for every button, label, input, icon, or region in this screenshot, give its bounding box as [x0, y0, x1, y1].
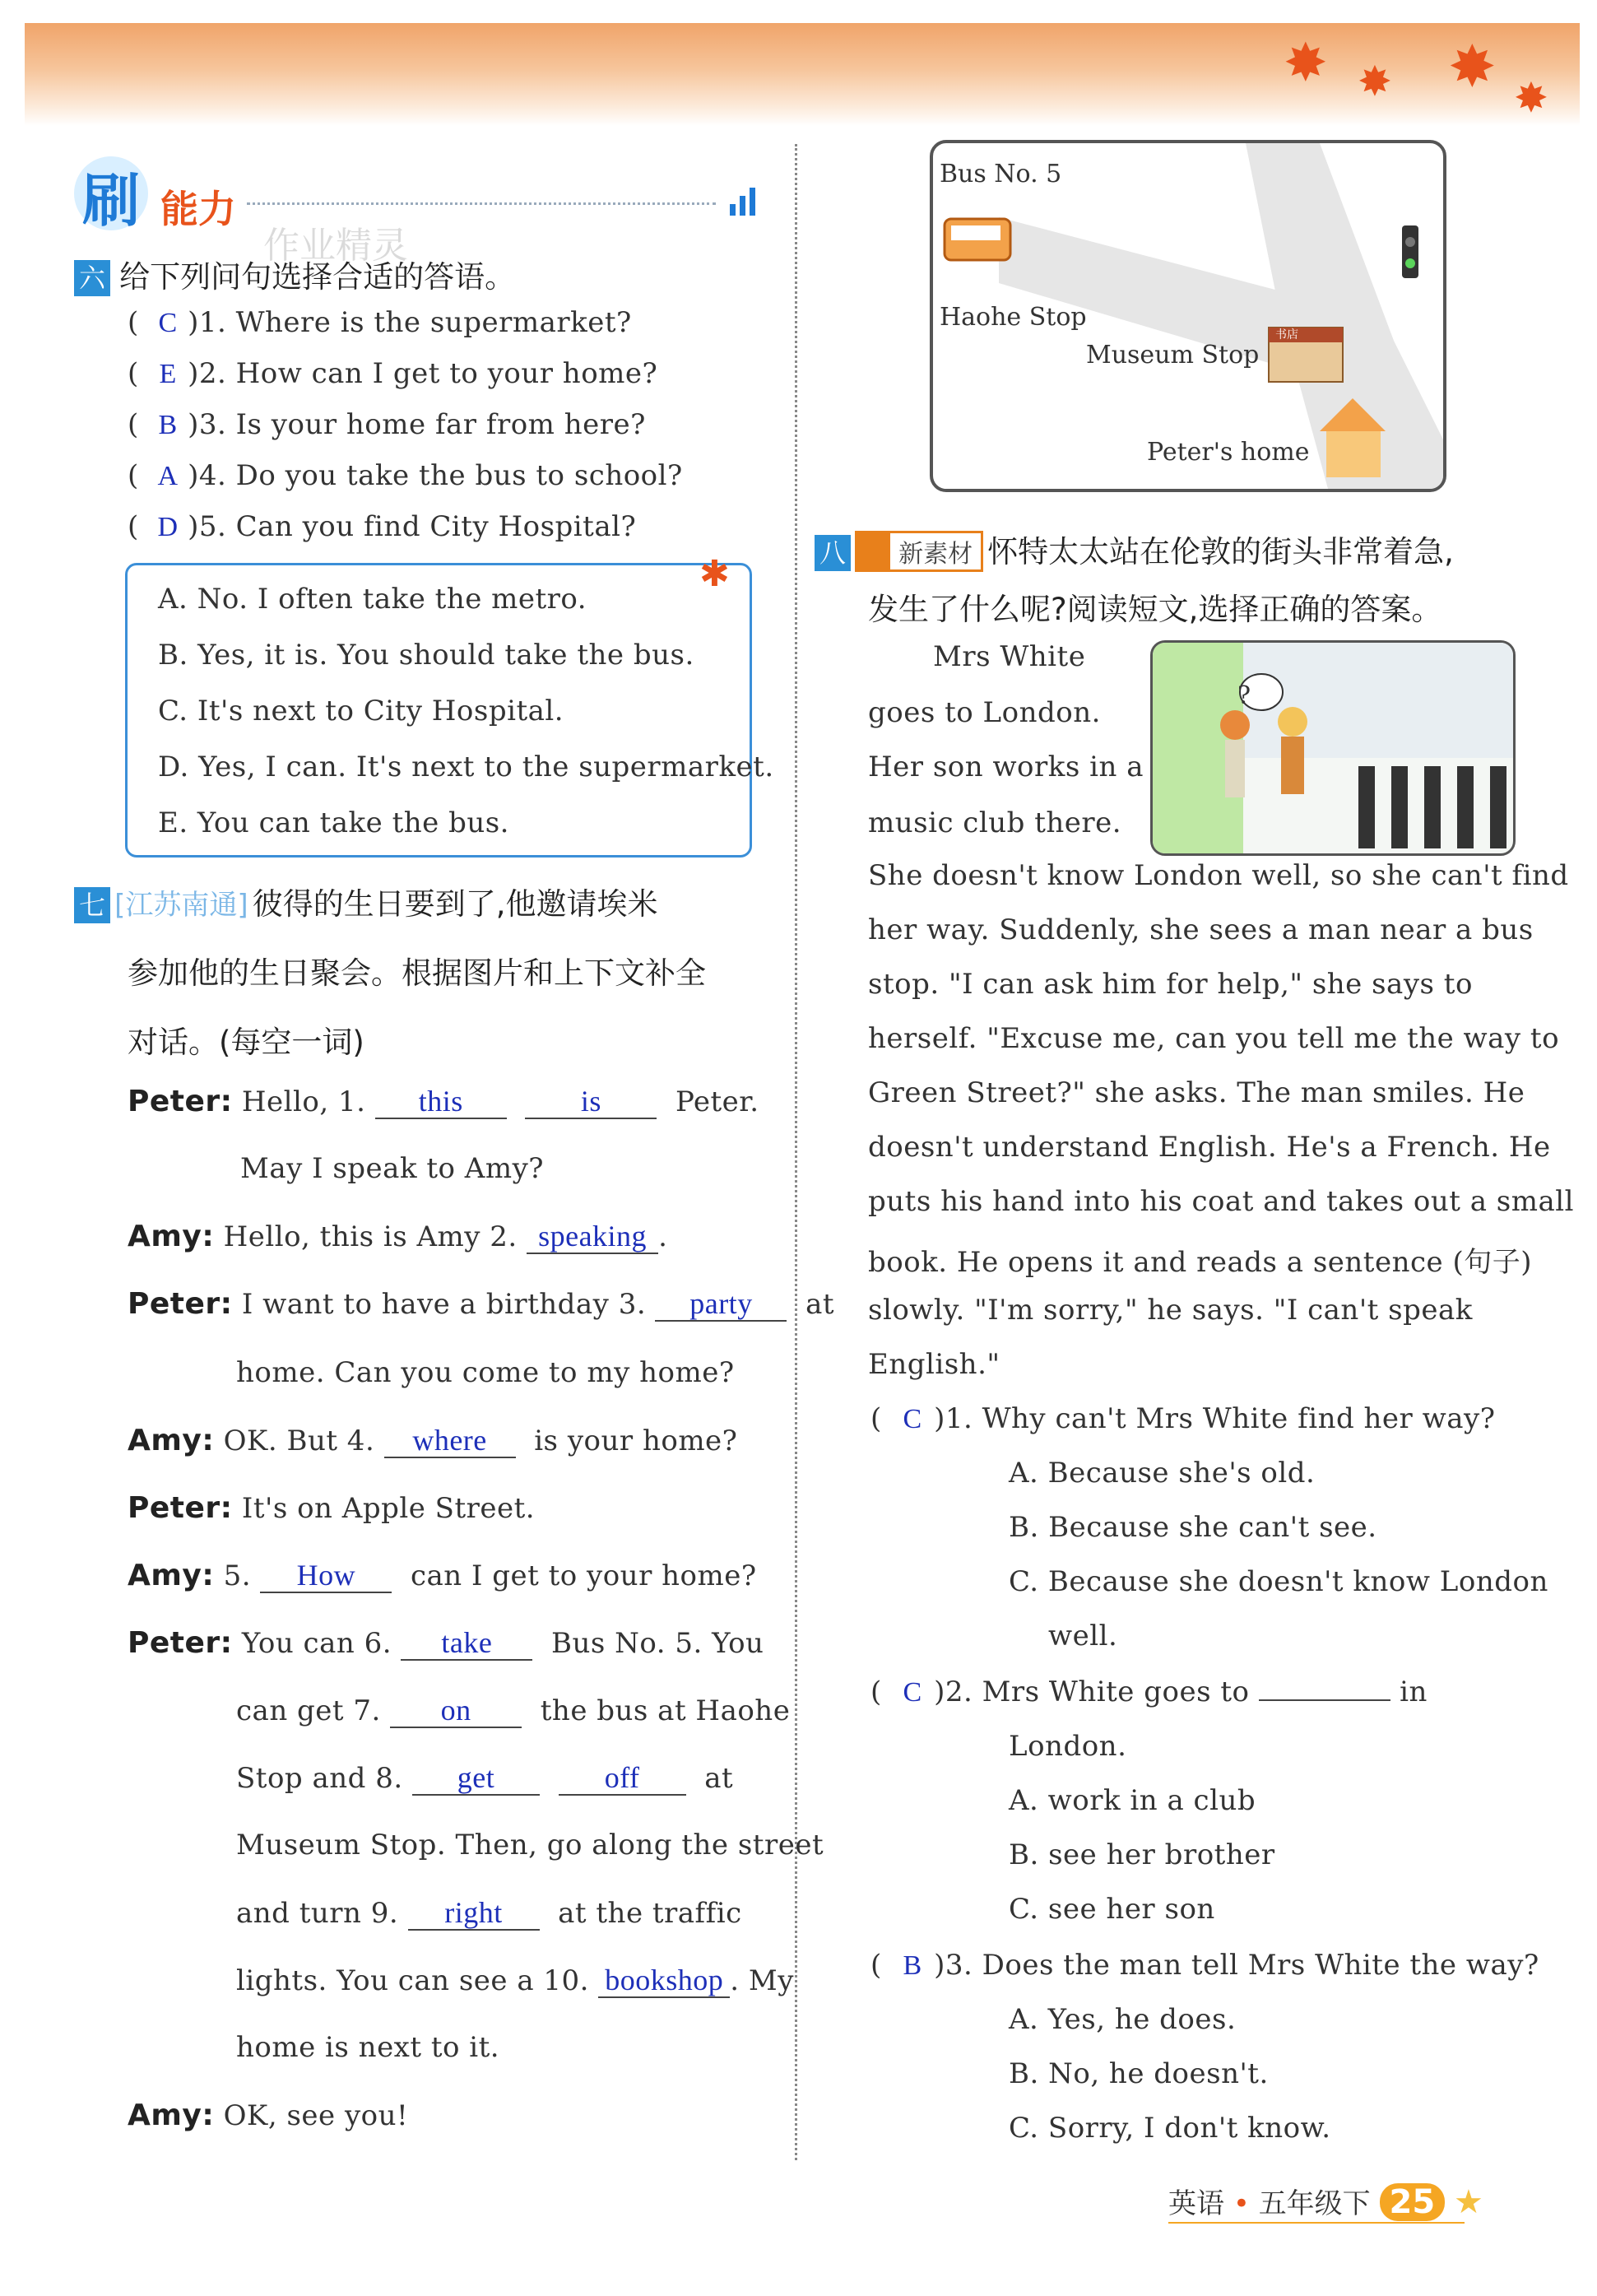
dialog-line-6 — [128, 1424, 737, 1458]
dialog-text: OK. But 4. — [223, 1425, 375, 1457]
option-e: E. You can take the bus. — [158, 806, 509, 839]
dialog-line-4 — [128, 1287, 834, 1322]
question-q8-3: )3. Does the man tell Mrs White the way? — [934, 1949, 1539, 1982]
shop-sign: 书店 — [1275, 328, 1298, 342]
option-d: D. Yes, I can. It's next to the supermarket. — [158, 751, 774, 783]
question-3: )3. Is your home far from here? — [188, 408, 646, 441]
question-2: )2. How can I get to your home? — [188, 357, 658, 390]
dialog-line-12: Museum Stop. Then, go along the street — [236, 1829, 824, 1861]
q8-1-option-c-cont: well. — [1048, 1620, 1118, 1652]
passage-line-6: her way. Suddenly, she sees a man near a bus — [868, 913, 1534, 946]
new-material-tag: 新素材 — [855, 531, 983, 572]
answer-1: C — [158, 308, 178, 338]
passage-line-11: puts his hand into his coat and takes out a small — [868, 1185, 1575, 1218]
passage-line-14: English." — [868, 1348, 1000, 1381]
dialog-text: can I get to your home? — [410, 1559, 757, 1592]
sparkle-icon: ✱ — [699, 553, 730, 595]
blank-10: bookshop — [598, 1964, 730, 1998]
speaker-peter: Peter: — [128, 1085, 233, 1118]
s6-item-2: ( E )2. How can I get to your home? — [128, 357, 658, 390]
passage-line-7: stop. "I can ask him for help," she says to — [868, 968, 1473, 1001]
passage-line-1: Mrs White — [933, 640, 1086, 673]
dialog-text: OK, see you! — [223, 2099, 409, 2132]
q8-1-option-b: B. Because she can't see. — [1009, 1511, 1377, 1544]
section6-title — [74, 252, 515, 296]
speaker-amy: Amy: — [128, 1220, 215, 1253]
section7-instruction-2: 参加他的生日聚会。根据图片和上下文补全 — [128, 955, 706, 991]
blank-6: take — [401, 1626, 532, 1661]
question-1: )1. Where is the supermarket? — [188, 306, 632, 339]
footer-subject: 英语 — [1168, 2187, 1224, 2220]
dialog-text: You can 6. — [241, 1627, 392, 1660]
watermark: 作业精灵 — [263, 225, 408, 267]
q8-3: ( B )3. Does the man tell Mrs White the way? — [870, 1949, 1539, 1982]
section6-instruction: 给下列问句选择合适的答语。 — [119, 259, 516, 295]
dialog-text: I want to have a birthday 3. — [241, 1288, 647, 1321]
q8-1-option-c: C. Because she doesn't know London — [1009, 1565, 1548, 1598]
dialog-line-7 — [128, 1491, 535, 1525]
brand-label: 能力 — [160, 187, 236, 231]
option-b: B. Yes, it is. You should take the bus. — [158, 639, 694, 672]
section8-title — [815, 527, 1454, 572]
blank-7: on — [390, 1694, 522, 1728]
q8-3-option-b: B. No, he doesn't. — [1009, 2057, 1269, 2090]
dialog-text: . — [658, 1220, 668, 1253]
map-label-museum: Museum Stop — [1086, 341, 1260, 369]
brand-char: 刷 — [82, 167, 140, 235]
bar-chart-icon-bar — [750, 188, 755, 216]
dialog-text: the bus at Haohe — [540, 1694, 791, 1727]
passage-line-4: music club there. — [868, 806, 1122, 839]
dialog-line-11 — [236, 1761, 733, 1796]
dialog-line-9 — [128, 1626, 764, 1661]
header-rule — [247, 202, 716, 205]
q8-3-option-c: C. Sorry, I don't know. — [1009, 2112, 1331, 2145]
s6-item-1: ( C )1. Where is the supermarket? — [128, 306, 632, 339]
map-label-home: Peter's home — [1147, 438, 1310, 467]
section-number: 七 — [74, 887, 110, 923]
map-label-bus: Bus No. 5 — [940, 160, 1062, 188]
dialog-text: is your home? — [534, 1425, 738, 1457]
q8-3-option-a: A. Yes, he does. — [1009, 2003, 1237, 2036]
footer-rule — [1168, 2222, 1465, 2224]
dialog-text: at — [805, 1288, 835, 1321]
passage-line-2: goes to London. — [868, 696, 1101, 729]
dialog-line-15: home is next to it. — [236, 2031, 500, 2064]
page-footer — [1168, 2181, 1483, 2221]
page-number: 25 — [1380, 2183, 1446, 2221]
blank-1a: this — [375, 1085, 507, 1119]
option-c: C. It's next to City Hospital. — [158, 695, 564, 727]
dialog-text: lights. You can see a 10. — [236, 1964, 589, 1997]
speaker-amy: Amy: — [128, 1559, 215, 1592]
passage-line-12: book. He opens it and reads a sentence (句子) — [868, 1246, 1532, 1279]
dialog-line-16 — [128, 2098, 408, 2132]
speaker-amy: Amy: — [128, 1424, 215, 1457]
story-picture — [1150, 640, 1516, 856]
speaker-amy: Amy: — [128, 2098, 215, 2132]
dialog-line-3 — [128, 1220, 667, 1254]
dialog-text: Peter. — [675, 1085, 759, 1118]
dialog-line-14 — [236, 1964, 794, 1998]
blank-3: party — [655, 1287, 787, 1322]
section7-instruction-3: 对话。(每空一词) — [128, 1025, 364, 1060]
dialog-text: It's on Apple Street. — [241, 1492, 536, 1525]
dialog-text: at — [704, 1762, 734, 1795]
bar-chart-icon — [730, 204, 736, 216]
blank-1b: is — [525, 1085, 657, 1119]
question-text: in — [1400, 1676, 1428, 1708]
maple-leaf-icon: ✸ — [1448, 33, 1497, 100]
q8-1: ( C )1. Why can't Mrs White find her way? — [870, 1402, 1496, 1435]
dialog-line-8 — [128, 1559, 757, 1593]
dialog-text: Bus No. 5. You — [550, 1627, 764, 1660]
section8-instruction-2: 发生了什么呢?阅读短文,选择正确的答案。 — [868, 592, 1442, 627]
speaker-peter: Peter: — [128, 1491, 233, 1525]
question-q8-1: )1. Why can't Mrs White find her way? — [934, 1402, 1496, 1435]
question-4: )4. Do you take the bus to school? — [188, 459, 683, 492]
blank-8b: off — [559, 1761, 686, 1796]
dialog-text: Stop and 8. — [236, 1762, 403, 1795]
q8-2-option-a: A. work in a club — [1009, 1784, 1256, 1817]
answer-5: D — [157, 512, 179, 542]
question-5: )5. Can you find City Hospital? — [188, 510, 637, 543]
passage-line-13: slowly. "I'm sorry," he says. "I can't speak — [868, 1294, 1473, 1327]
s6-item-3: ( B )3. Is your home far from here? — [128, 408, 646, 441]
dialog-line-2: May I speak to Amy? — [240, 1152, 545, 1185]
passage-line-3: Her son works in a — [868, 751, 1144, 783]
blank-5: How — [260, 1559, 392, 1593]
question-q8-2: )2. Mrs White goes to — [934, 1676, 1250, 1708]
dialog-text: can get 7. — [236, 1694, 381, 1727]
dialog-line-1 — [128, 1085, 759, 1119]
passage-line-5: She doesn't know London well, so she can't find — [868, 859, 1569, 892]
blank-8a: get — [412, 1761, 540, 1796]
passage-line-8: herself. "Excuse me, can you tell me the way to — [868, 1022, 1560, 1055]
answer-q8-1: C — [903, 1404, 922, 1434]
answer-3: B — [158, 410, 178, 440]
footer-dot: • — [1233, 2187, 1250, 2220]
dialog-text: and turn 9. — [236, 1897, 399, 1930]
blank-2: speaking — [527, 1220, 658, 1254]
section-number: 八 — [815, 535, 851, 571]
source-tag: [江苏南通] — [114, 889, 248, 922]
answer-q8-3: B — [903, 1950, 922, 1981]
q8-2: ( C )2. Mrs White goes to in — [870, 1676, 1428, 1708]
map-label-haohe: Haohe Stop — [940, 303, 1087, 332]
section8-instruction-1: 怀特太太站在伦敦的街头非常着急, — [987, 534, 1454, 569]
dialog-text: Hello, 1. — [241, 1085, 366, 1118]
dialog-text: at the traffic — [558, 1897, 742, 1930]
star-icon: ★ — [1453, 2183, 1483, 2221]
option-a: A. No. I often take the metro. — [158, 583, 587, 616]
answer-4: A — [157, 461, 179, 491]
dialog-text: . My — [730, 1964, 794, 1997]
answer-2: E — [159, 359, 177, 389]
q8-2-blank — [1259, 1699, 1390, 1701]
dialog-line-10 — [236, 1694, 790, 1728]
dialog-text: 5. — [223, 1559, 252, 1592]
section7-instruction-1: 彼得的生日要到了,他邀请埃米 — [252, 886, 658, 922]
speaker-peter: Peter: — [128, 1626, 233, 1660]
maple-leaf-icon: ✸ — [1514, 74, 1548, 122]
maple-leaf-icon: ✸ — [1284, 33, 1328, 94]
maple-leaf-icon: ✸ — [1358, 58, 1392, 105]
dialog-text: Hello, this is Amy 2. — [223, 1220, 518, 1253]
q8-1-option-a: A. Because she's old. — [1009, 1457, 1316, 1490]
footer-grade: 五年级下 — [1258, 2187, 1371, 2220]
passage-line-9: Green Street?" she asks. The man smiles. He — [868, 1076, 1525, 1109]
blank-9: right — [408, 1896, 540, 1931]
s6-item-5: ( D )5. Can you find City Hospital? — [128, 510, 637, 543]
section-number: 六 — [74, 260, 110, 296]
blank-4: where — [384, 1424, 516, 1458]
s6-item-4: ( A )4. Do you take the bus to school? — [128, 459, 683, 492]
story-illustration — [1153, 643, 1513, 853]
dialog-line-5: home. Can you come to my home? — [236, 1356, 735, 1389]
speaker-peter: Peter: — [128, 1287, 233, 1321]
passage-line-10: doesn't understand English. He's a French. He — [868, 1131, 1551, 1164]
q8-2-option-c: C. see her son — [1009, 1893, 1215, 1926]
question-mark-bubble: ? — [1237, 681, 1251, 710]
dialog-line-13 — [236, 1896, 742, 1931]
bar-chart-icon-bar — [740, 196, 745, 216]
q8-2-cont: London. — [1009, 1730, 1127, 1763]
top-banner — [25, 23, 1580, 126]
answer-q8-2: C — [903, 1677, 922, 1708]
section7-title — [74, 879, 657, 923]
q8-2-option-b: B. see her brother — [1009, 1838, 1275, 1871]
